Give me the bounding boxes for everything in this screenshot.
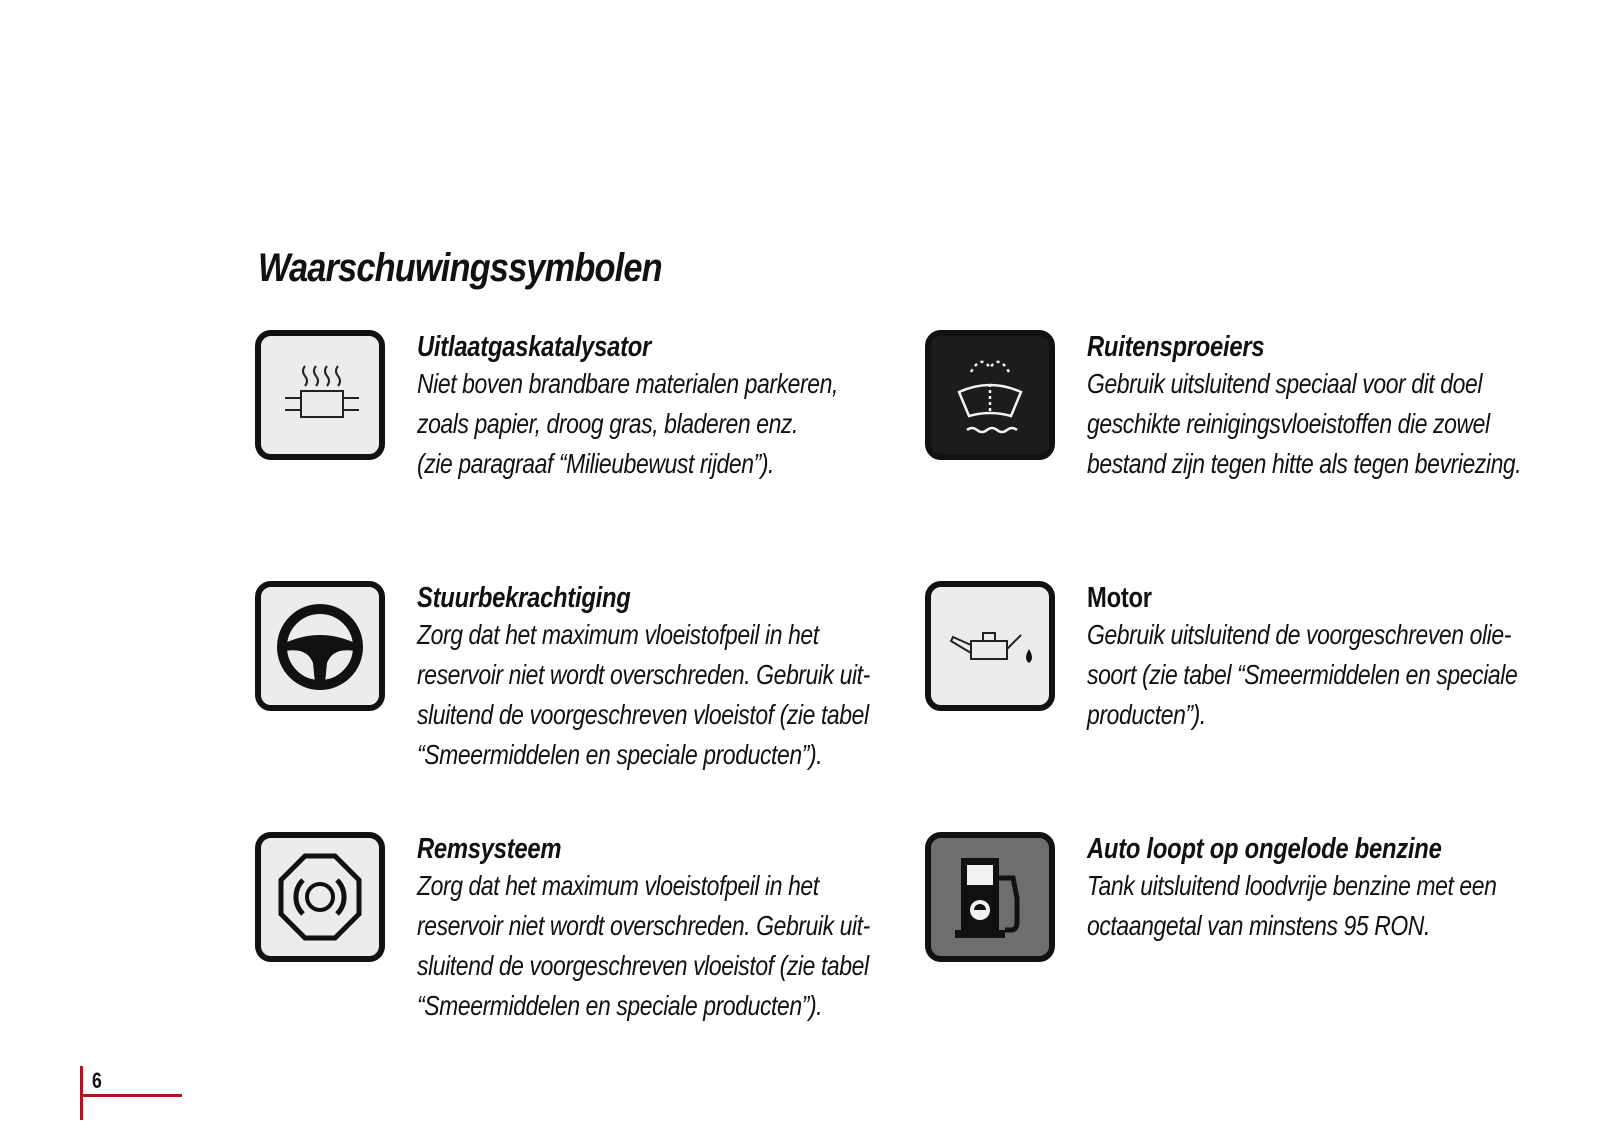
symbol-text-line: Tank uitsluitend loodvrije benzine met een xyxy=(1087,870,1497,901)
symbol-heading: Auto loopt op ongelode benzine xyxy=(1087,833,1442,865)
symbol-heading: Remsysteem xyxy=(417,833,562,865)
symbol-text-line: Gebruik uitsluitend speciaal voor dit doel xyxy=(1087,368,1483,399)
symbol-text-line: soort (zie tabel “Smeermiddelen en speciale xyxy=(1087,659,1518,690)
page-title: Waarschuwingssymbolen xyxy=(258,246,662,290)
symbol-text-line: sluitend de voorgeschreven vloeistof (zie tabel xyxy=(417,699,869,730)
symbol-text-line: reservoir niet wordt overschreden. Gebruik uit- xyxy=(417,910,870,941)
symbol-text-line: Zorg dat het maximum vloeistofpeil in het xyxy=(417,870,819,901)
symbol-text-line: sluitend de voorgeschreven vloeistof (zie tabel xyxy=(417,950,869,981)
symbol-heading: Ruitensproeiers xyxy=(1087,331,1265,363)
page-number: 6 xyxy=(92,1068,102,1093)
symbol-heading: Motor xyxy=(1087,582,1152,614)
symbol-text-line: octaangetal van minstens 95 RON. xyxy=(1087,910,1430,941)
symbol-text-line: “Smeermiddelen en speciale producten”). xyxy=(417,739,823,770)
steering-wheel-icon xyxy=(255,581,385,711)
fuel-pump-icon xyxy=(925,832,1055,962)
symbol-text-line: geschikte reinigingsvloeistoffen die zowel xyxy=(1087,408,1490,439)
symbol-text-line: Zorg dat het maximum vloeistofpeil in het xyxy=(417,619,819,650)
symbol-text-line: “Smeermiddelen en speciale producten”). xyxy=(417,990,823,1021)
symbol-text-line: Niet boven brandbare materialen parkeren, xyxy=(417,368,838,399)
symbol-heading: Uitlaatgaskatalysator xyxy=(417,331,652,363)
brake-system-icon xyxy=(255,832,385,962)
symbol-text-line: bestand zijn tegen hitte als tegen bevriezing. xyxy=(1087,448,1522,479)
windscreen-washer-icon xyxy=(925,330,1055,460)
symbol-text-line: zoals papier, droog gras, bladeren enz. xyxy=(417,408,798,439)
symbol-text-line: Gebruik uitsluitend de voorgeschreven olie- xyxy=(1087,619,1511,650)
symbol-heading: Stuurbekrachtiging xyxy=(417,582,631,614)
page-marker-horizontal-line xyxy=(80,1094,182,1097)
catalytic-converter-icon xyxy=(255,330,385,460)
oil-can-icon xyxy=(925,581,1055,711)
page-marker-vertical-line xyxy=(80,1066,83,1120)
symbol-text-line: reservoir niet wordt overschreden. Gebruik uit- xyxy=(417,659,870,690)
symbol-text-line: (zie paragraaf “Milieubewust rijden”). xyxy=(417,448,775,479)
symbol-text-line: producten”). xyxy=(1087,699,1206,730)
